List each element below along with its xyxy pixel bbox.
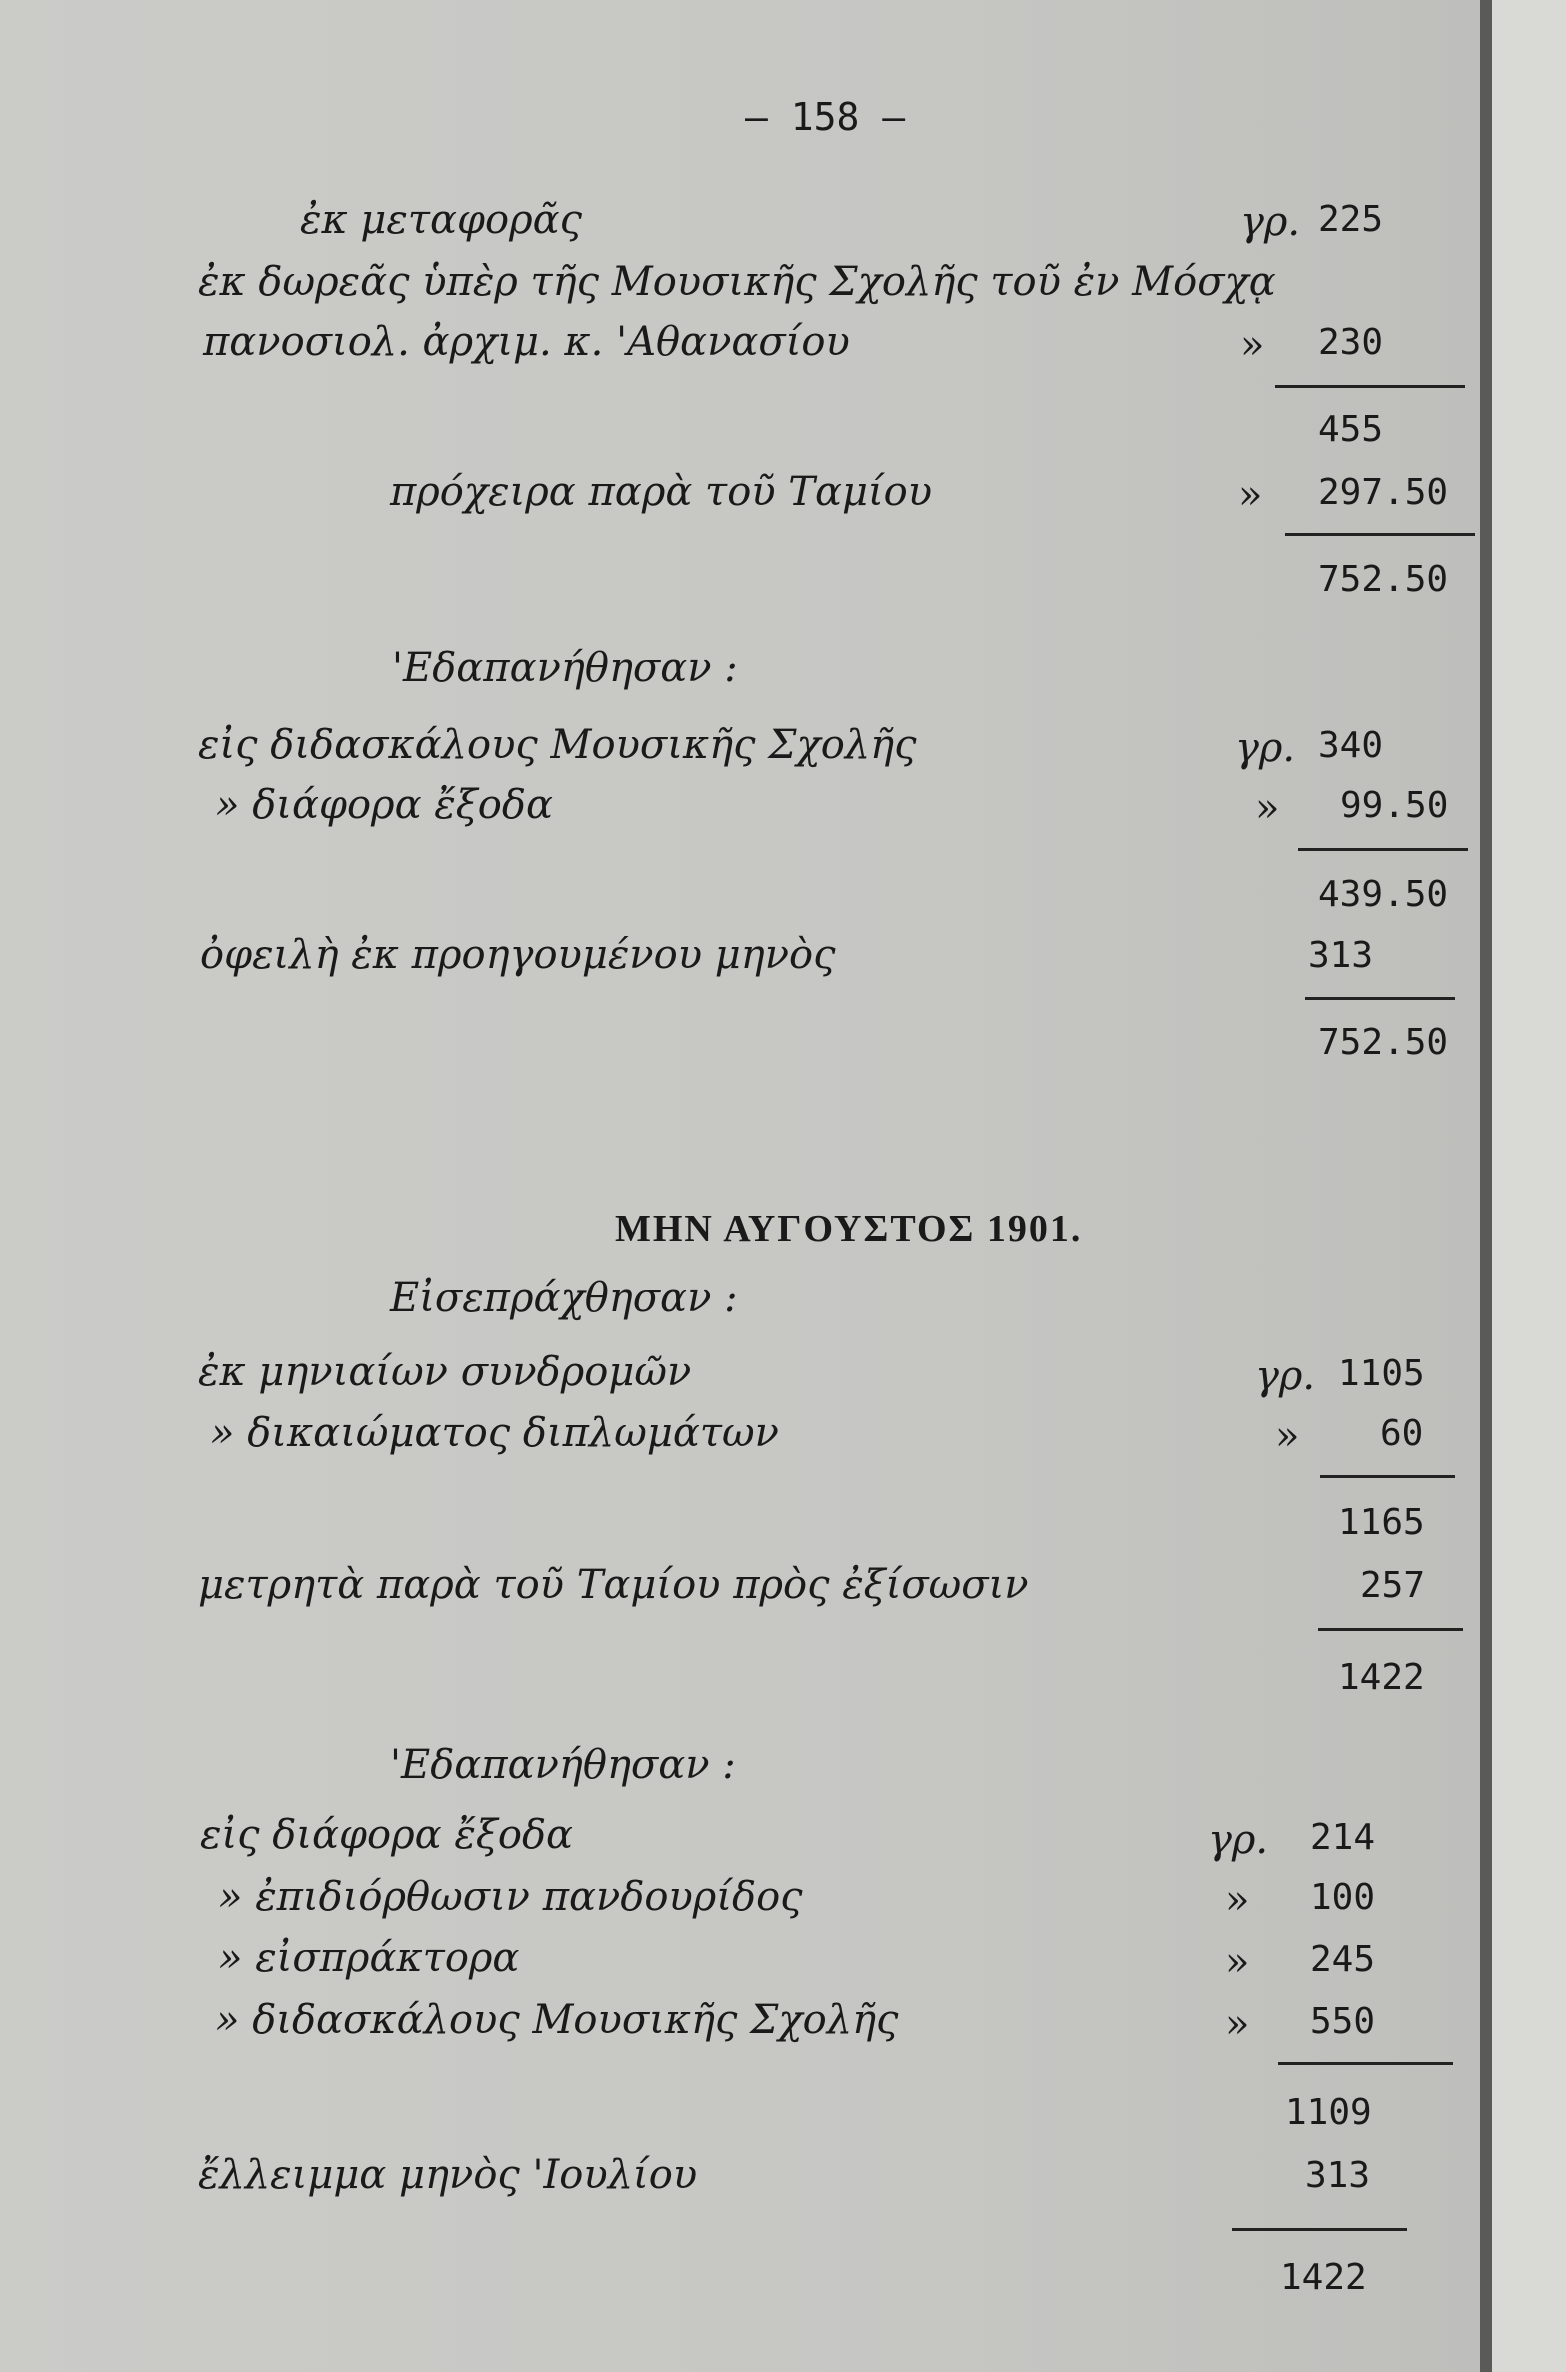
sum-rule xyxy=(1278,2062,1453,2065)
page-number: — 158 — xyxy=(745,95,906,139)
spent-heading: 'Εδαπανήθησαν : xyxy=(392,645,738,691)
ditto-mark: » xyxy=(1225,1877,1250,1923)
row-label: πανοσιολ. ἀρχιμ. κ. 'Αθανασίου xyxy=(203,319,850,365)
row-label: » διάφορα ἔξοδα xyxy=(215,782,553,828)
ditto-mark: » xyxy=(1238,472,1263,518)
row-label: » δικαιώματος διπλωμάτων xyxy=(210,1410,779,1456)
ditto-mark: » xyxy=(1225,1939,1250,1985)
section-title: ΜΗΝ ΑΥΓΟΥΣΤΟΣ 1901. xyxy=(615,1208,1083,1250)
currency-prefix: γρ. xyxy=(1235,725,1296,771)
subtotal: 1165 xyxy=(1338,1502,1425,1543)
sum-rule xyxy=(1298,848,1468,851)
row-label: ἐκ δωρεᾶς ὑπὲρ τῆς Μουσικῆς Σχολῆς τοῦ ἐν Μόσχᾳ xyxy=(198,259,1276,305)
row-amount: 100 xyxy=(1310,1877,1376,1918)
row-amount: 257 xyxy=(1360,1565,1426,1606)
row-amount: 225 xyxy=(1318,199,1384,240)
row-amount: 340 xyxy=(1318,725,1384,766)
row-label: ὀφειλὴ ἐκ προηγουμένου μηνὸς xyxy=(200,932,836,978)
currency-prefix: γρ. xyxy=(1240,199,1301,245)
subtotal: 1109 xyxy=(1285,2092,1372,2133)
sum-rule xyxy=(1285,533,1475,536)
total: 752.50 xyxy=(1318,1022,1449,1063)
ditto-mark: » xyxy=(1225,2001,1250,2047)
row-label: εἰς διάφορα ἔξοδα xyxy=(200,1812,574,1858)
row-amount: 297.50 xyxy=(1318,472,1449,513)
row-amount: 60 xyxy=(1380,1413,1424,1454)
row-label: » εἰσπράκτορα xyxy=(218,1935,520,1981)
row-label: ἔλλειμμα μηνὸς 'Ιουλίου xyxy=(198,2152,698,2198)
currency-prefix: γρ. xyxy=(1255,1353,1316,1399)
total: 1422 xyxy=(1280,2257,1367,2298)
sum-rule xyxy=(1318,1628,1463,1631)
subtotal: 439.50 xyxy=(1318,874,1449,915)
row-amount: 245 xyxy=(1310,1939,1376,1980)
page-edge-margin xyxy=(1492,0,1566,2372)
total: 752.50 xyxy=(1318,559,1449,600)
received-heading: Εἰσεπράχθησαν : xyxy=(390,1275,738,1321)
row-label: εἰς διδασκάλους Μουσικῆς Σχολῆς xyxy=(198,722,917,768)
row-label: » διδασκάλους Μουσικῆς Σχολῆς xyxy=(215,1997,899,2043)
total: 1422 xyxy=(1338,1657,1425,1698)
row-amount: 313 xyxy=(1305,2155,1371,2196)
row-label: ἐκ μεταφορᾶς xyxy=(300,197,583,243)
sum-rule xyxy=(1275,385,1465,388)
ditto-mark: » xyxy=(1275,1413,1300,1459)
currency-prefix: γρ. xyxy=(1208,1817,1269,1863)
row-amount: 99.50 xyxy=(1340,785,1449,826)
page-edge-shadow xyxy=(1480,0,1492,2372)
row-amount: 230 xyxy=(1318,322,1384,363)
sum-rule xyxy=(1232,2228,1407,2231)
row-label: » ἐπιδιόρθωσιν πανδουρίδος xyxy=(218,1874,803,1920)
row-amount: 214 xyxy=(1310,1817,1376,1858)
spent-heading: 'Εδαπανήθησαν : xyxy=(390,1742,736,1788)
row-label: ἐκ μηνιαίων συνδρομῶν xyxy=(198,1349,692,1395)
row-label: πρόχειρα παρὰ τοῦ Ταμίου xyxy=(390,469,933,515)
ditto-mark: » xyxy=(1255,785,1280,831)
row-label: μετρητὰ παρὰ τοῦ Ταμίου πρὸς ἐξίσωσιν xyxy=(198,1562,1029,1608)
subtotal: 455 xyxy=(1318,409,1384,450)
sum-rule xyxy=(1320,1475,1455,1478)
row-amount: 550 xyxy=(1310,2001,1376,2042)
row-amount: 313 xyxy=(1308,935,1374,976)
sum-rule xyxy=(1305,997,1455,1000)
ditto-mark: » xyxy=(1240,322,1265,368)
row-amount: 1105 xyxy=(1338,1353,1425,1394)
